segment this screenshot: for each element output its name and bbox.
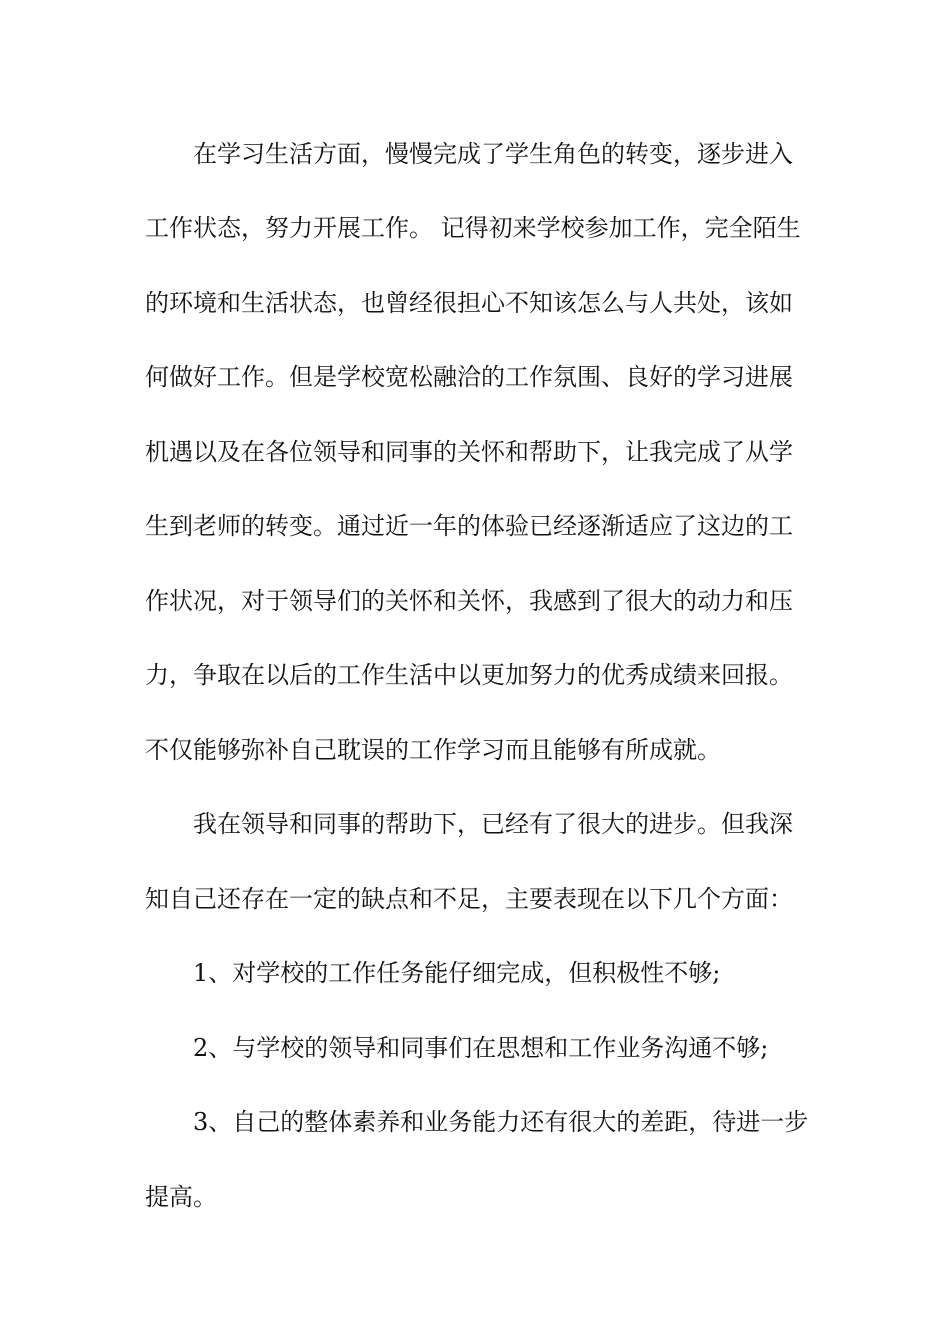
paragraph-1-line-4: 何做好工作。但是学校宽松融洽的工作氛围、良好的学习进展 — [145, 363, 793, 391]
paragraph-1-line-8: 力，争取在以后的工作生活中以更加努力的优秀成绩来回报。 — [145, 661, 793, 689]
list-item-1: 1、对学校的工作任务能仔细完成，但积极性不够; — [193, 959, 721, 987]
list-item-3-line-2: 提高。 — [145, 1183, 217, 1211]
paragraph-1-line-1: 在学习生活方面，慢慢完成了学生角色的转变，逐步进入 — [193, 140, 793, 168]
paragraph-2-line-1: 我在领导和同事的帮助下，已经有了很大的进步。但我深 — [193, 810, 793, 838]
paragraph-1-line-7: 作状况，对于领导们的关怀和关怀，我感到了很大的动力和压 — [145, 587, 793, 615]
paragraph-1-line-5: 机遇以及在各位领导和同事的关怀和帮助下，让我完成了从学 — [145, 438, 793, 466]
list-item-2: 2、与学校的领导和同事们在思想和工作业务沟通不够; — [193, 1034, 769, 1062]
paragraph-1-line-6: 生到老师的转变。通过近一年的体验已经逐渐适应了这边的工 — [145, 512, 793, 540]
paragraph-1-line-2: 工作状态，努力开展工作。 记得初来学校参加工作，完全陌生 — [145, 214, 801, 242]
paragraph-1-line-9: 不仅能够弥补自己耽误的工作学习而且能够有所成就。 — [145, 736, 721, 764]
paragraph-2-line-2: 知自己还存在一定的缺点和不足，主要表现在以下几个方面： — [145, 885, 793, 913]
paragraph-1-line-3: 的环境和生活状态，也曾经很担心不知该怎么与人共处，该如 — [145, 289, 793, 317]
list-item-3-line-1: 3、自己的整体素养和业务能力还有很大的差距，待进一步 — [193, 1108, 809, 1136]
